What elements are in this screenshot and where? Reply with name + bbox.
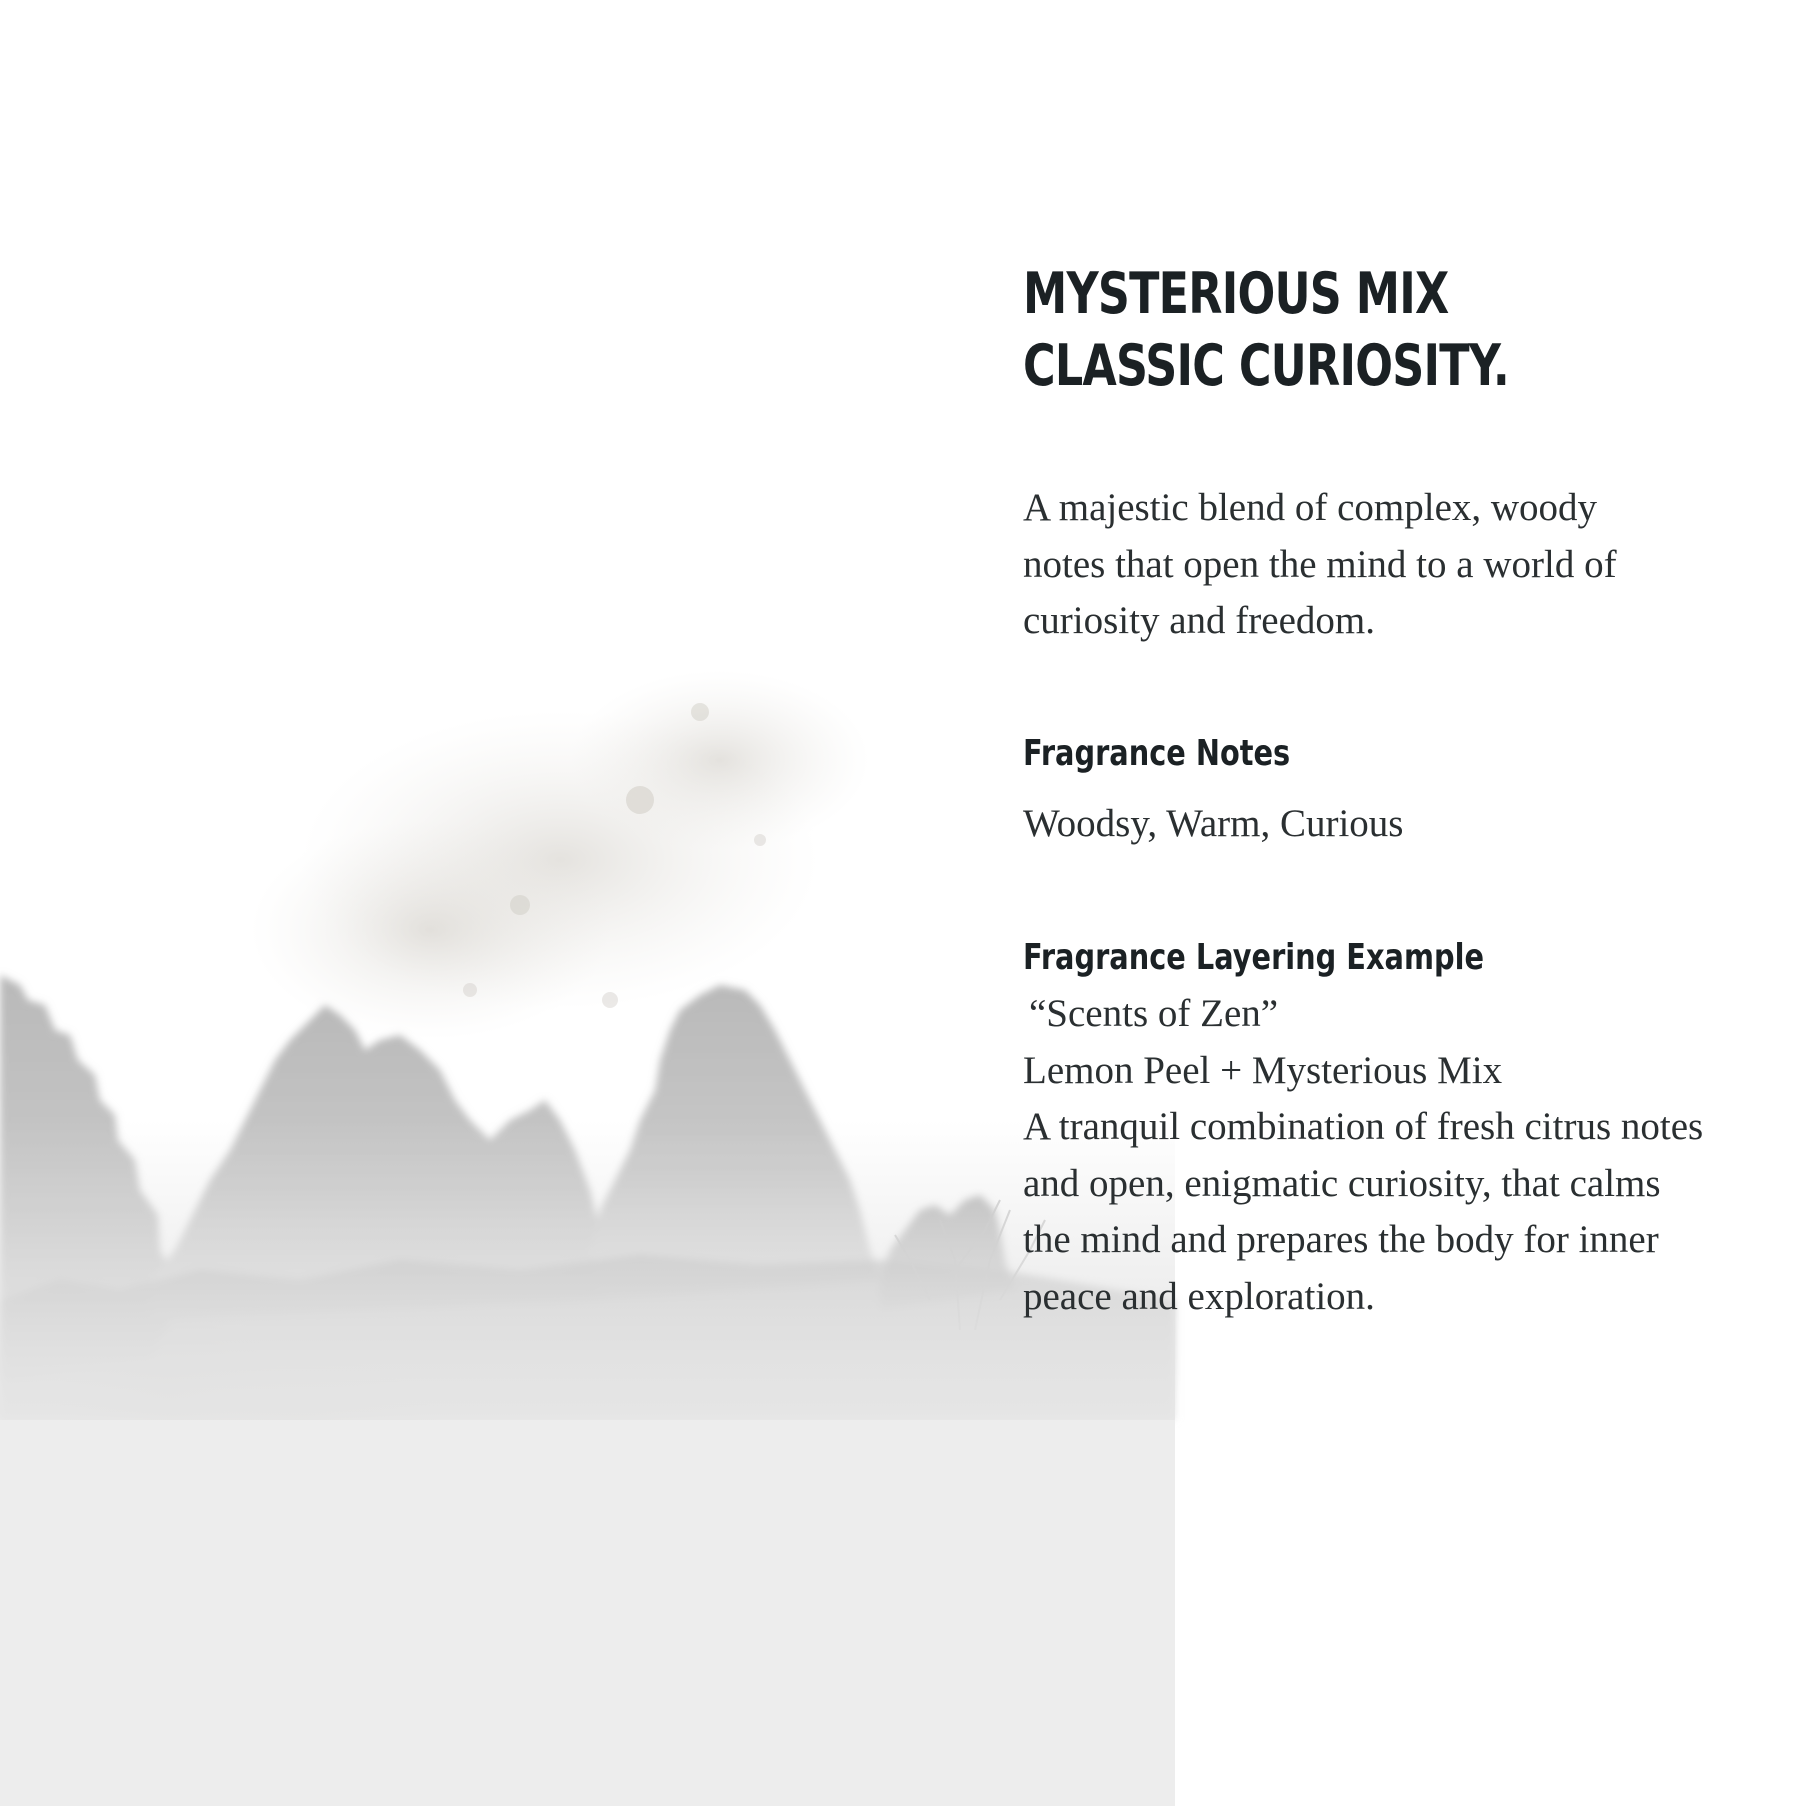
fragrance-notes-text: Woodsy, Warm, Curious [1023,801,1404,845]
headline-line-1: MYSTERIOUS MIX [1023,261,1449,327]
text-column [1023,258,1723,1325]
layering-quote: “Scents of Zen” [1029,992,1279,1035]
headline-line-2: CLASSIC CURIOSITY. [1023,333,1509,399]
layering-combo: Lemon Peel + Mysterious Mix [1023,1048,1503,1092]
fragrance-notes-heading: Fragrance Notes [1023,732,1291,774]
description: A majestic blend of complex, woody notes that open the mind to a world of curiosity and freedom. [1023,486,1617,642]
layering-text: A tranquil combination of fresh citrus notes and open, enigmatic curiosity, that calms the mind and prepares the body for inner peace and exploration. [1023,1105,1704,1318]
layering-heading: Fragrance Layering Example [1023,937,1484,978]
